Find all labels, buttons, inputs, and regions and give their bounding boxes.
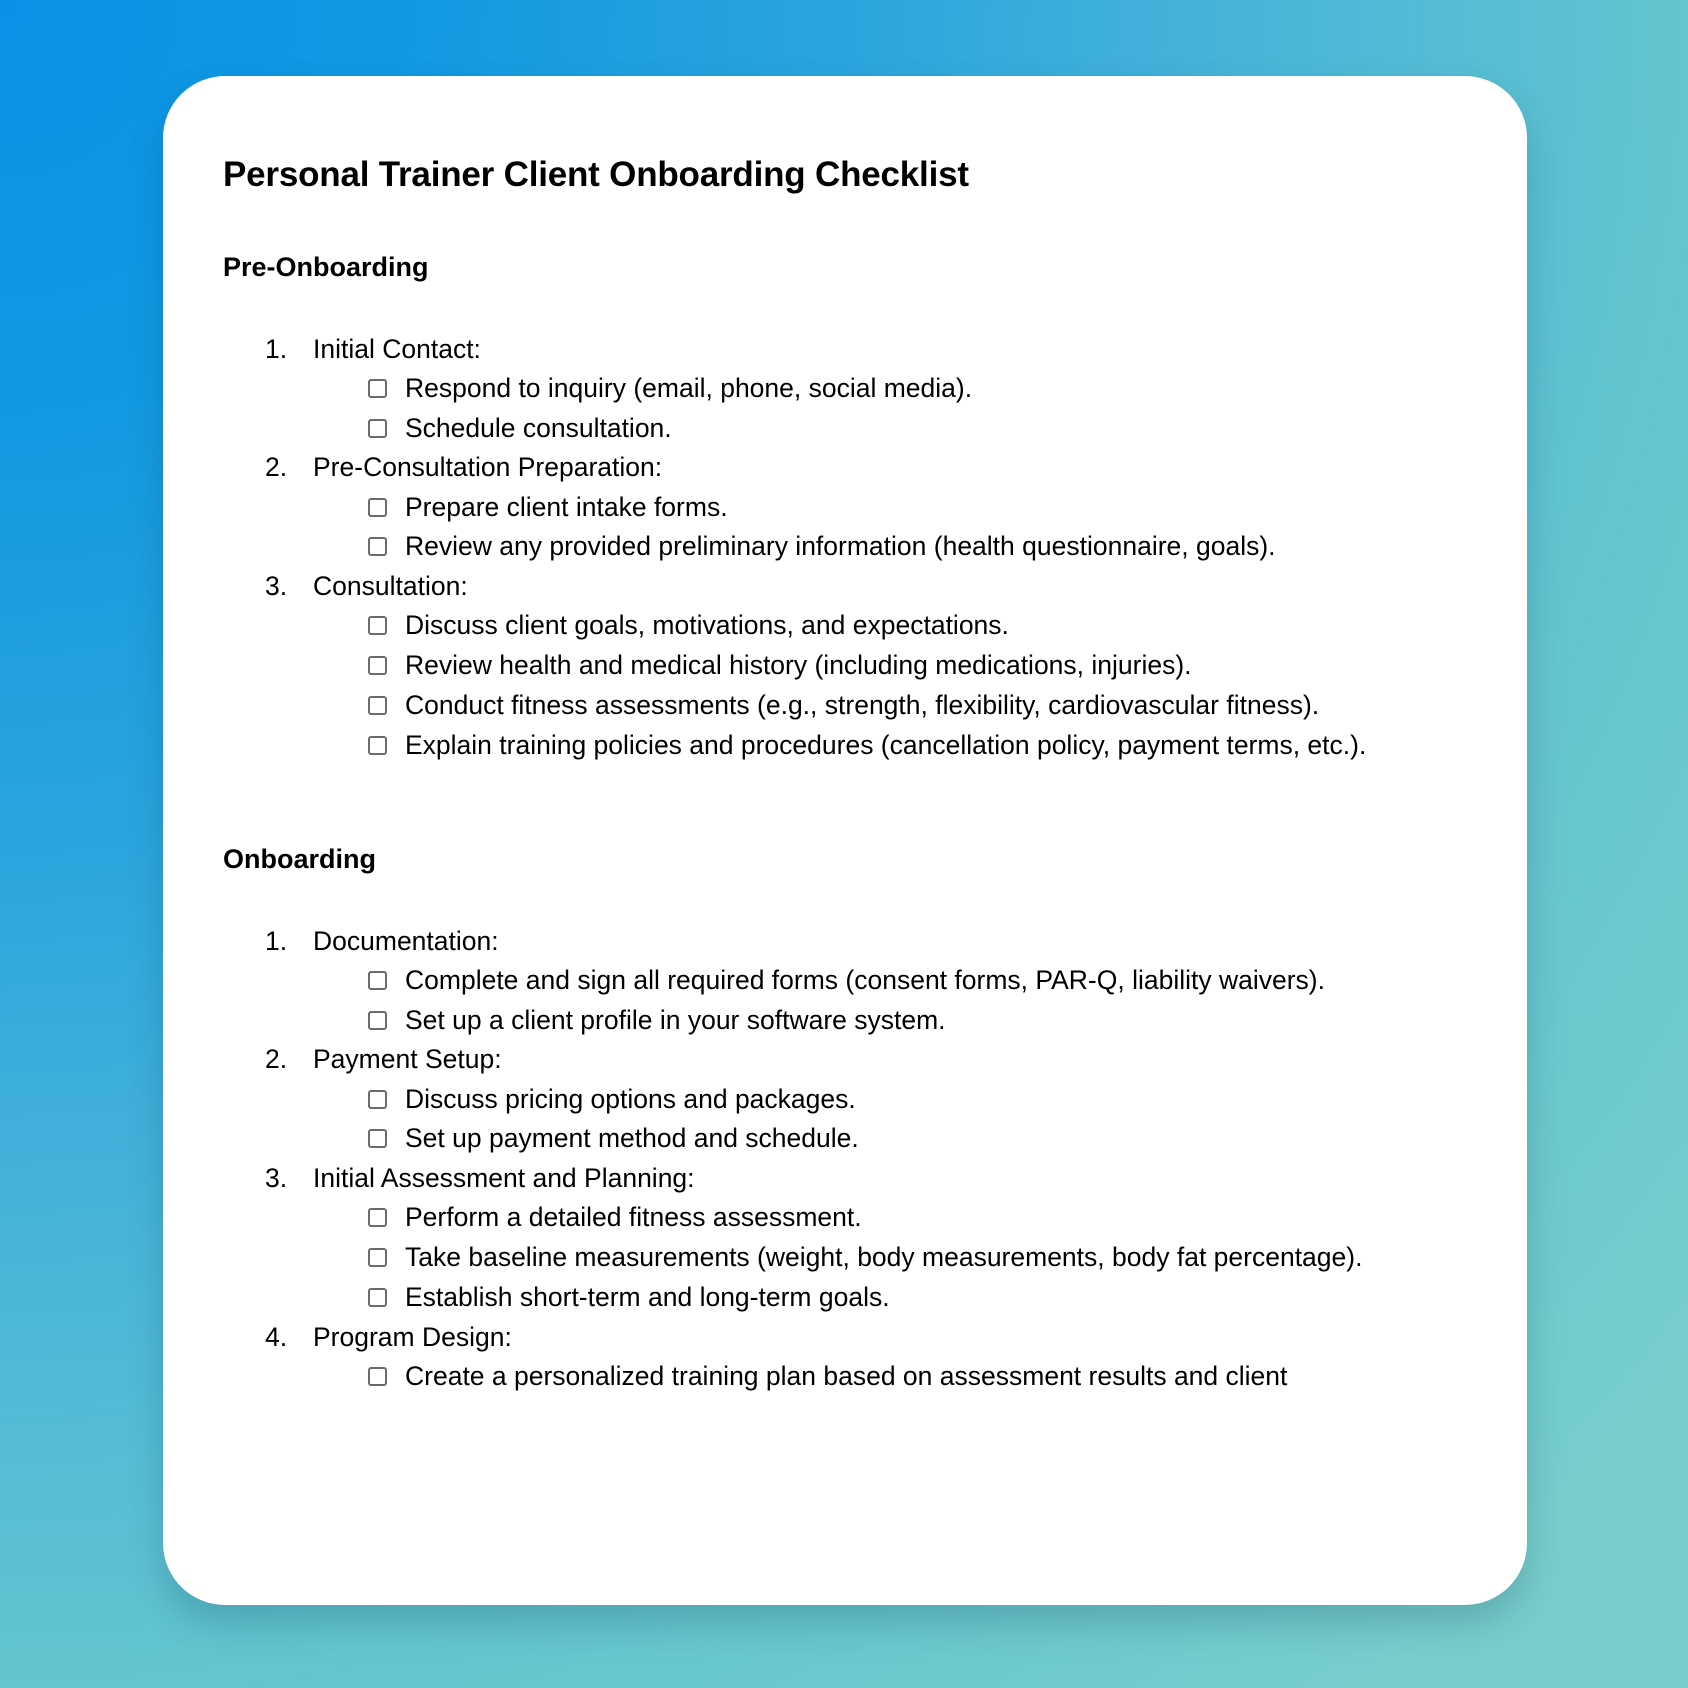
checkbox-group bbox=[313, 1357, 1473, 1397]
checkbox-row[interactable] bbox=[368, 961, 1473, 1001]
list-item-number: 1. bbox=[265, 925, 288, 956]
list-item bbox=[223, 330, 1473, 449]
checkbox-row[interactable] bbox=[368, 527, 1473, 567]
document-body bbox=[223, 142, 1473, 1397]
list-item-number: 2. bbox=[265, 452, 288, 483]
document-card bbox=[163, 76, 1527, 1605]
checkbox-label: Set up payment method and schedule. bbox=[405, 1123, 859, 1154]
checkbox-row[interactable] bbox=[368, 646, 1473, 686]
checkbox-row[interactable] bbox=[368, 488, 1473, 528]
checkbox-icon[interactable] bbox=[368, 1090, 387, 1109]
page-title: Personal Trainer Client Onboarding Checklist bbox=[223, 155, 969, 194]
checkbox-group bbox=[313, 1080, 1473, 1160]
checkbox-icon[interactable] bbox=[368, 1129, 387, 1148]
checkbox-row[interactable] bbox=[368, 606, 1473, 646]
checkbox-icon[interactable] bbox=[368, 656, 387, 675]
section-onboarding bbox=[223, 843, 1473, 1396]
checkbox-label: Review health and medical history (including medications, injuries). bbox=[405, 650, 1192, 681]
list-item-label: Program Design: bbox=[313, 1321, 512, 1352]
checkbox-group bbox=[313, 488, 1473, 568]
checkbox-group bbox=[313, 606, 1473, 765]
checkbox-label: Complete and sign all required forms (consent forms, PAR-Q, liability waivers). bbox=[405, 964, 1325, 995]
checkbox-row[interactable] bbox=[368, 409, 1473, 449]
checkbox-row[interactable] bbox=[368, 1080, 1473, 1120]
checkbox-label: Set up a client profile in your software system. bbox=[405, 1004, 946, 1035]
checkbox-icon[interactable] bbox=[368, 1248, 387, 1267]
list-item-label: Documentation: bbox=[313, 925, 499, 956]
section-heading: Onboarding bbox=[223, 844, 376, 875]
checkbox-row[interactable] bbox=[368, 1357, 1473, 1397]
checkbox-icon[interactable] bbox=[368, 419, 387, 438]
list-item-number: 3. bbox=[265, 1163, 288, 1194]
checkbox-group bbox=[313, 369, 1473, 449]
list-item-label: Consultation: bbox=[313, 571, 468, 602]
checkbox-group bbox=[313, 961, 1473, 1041]
checkbox-icon[interactable] bbox=[368, 696, 387, 715]
checkbox-row[interactable] bbox=[368, 1119, 1473, 1159]
list-item-number: 4. bbox=[265, 1321, 288, 1352]
checkbox-icon[interactable] bbox=[368, 1288, 387, 1307]
checkbox-label: Create a personalized training plan based on assessment results and client bbox=[405, 1360, 1288, 1391]
checkbox-label: Take baseline measurements (weight, body measurements, body fat percentage). bbox=[405, 1242, 1363, 1273]
checkbox-label: Conduct fitness assessments (e.g., strength, flexibility, cardiovascular fitness). bbox=[405, 689, 1320, 720]
list-item-number: 3. bbox=[265, 571, 288, 602]
checkbox-label: Respond to inquiry (email, phone, social media). bbox=[405, 372, 973, 403]
checkbox-icon[interactable] bbox=[368, 616, 387, 635]
checkbox-icon[interactable] bbox=[368, 1208, 387, 1227]
section-heading: Pre-Onboarding bbox=[223, 252, 429, 283]
checkbox-label: Establish short-term and long-term goals. bbox=[405, 1281, 890, 1312]
checkbox-icon[interactable] bbox=[368, 498, 387, 517]
checkbox-icon[interactable] bbox=[368, 1367, 387, 1386]
checkbox-row[interactable] bbox=[368, 1001, 1473, 1041]
list-item-label: Initial Contact: bbox=[313, 333, 481, 364]
checkbox-label: Discuss pricing options and packages. bbox=[405, 1083, 856, 1114]
checkbox-group bbox=[313, 1198, 1473, 1317]
checkbox-icon[interactable] bbox=[368, 379, 387, 398]
checkbox-row[interactable] bbox=[368, 369, 1473, 409]
checkbox-row[interactable] bbox=[368, 1198, 1473, 1238]
checkbox-row[interactable] bbox=[368, 726, 1473, 766]
list-item-number: 2. bbox=[265, 1044, 288, 1075]
checkbox-row[interactable] bbox=[368, 1278, 1473, 1318]
checkbox-label: Perform a detailed fitness assessment. bbox=[405, 1202, 862, 1233]
list-item bbox=[223, 1159, 1473, 1317]
list-item bbox=[223, 448, 1473, 567]
list-item-label: Pre-Consultation Preparation: bbox=[313, 452, 663, 483]
checkbox-icon[interactable] bbox=[368, 1011, 387, 1030]
list-item bbox=[223, 567, 1473, 765]
section-pre-onboarding bbox=[223, 251, 1473, 765]
list-item-number: 1. bbox=[265, 333, 288, 364]
checkbox-label: Schedule consultation. bbox=[405, 412, 672, 443]
checkbox-label: Review any provided preliminary information (health questionnaire, goals). bbox=[405, 531, 1276, 562]
checkbox-label: Explain training policies and procedures (cancellation policy, payment terms, etc.). bbox=[405, 729, 1367, 760]
list-item-label: Initial Assessment and Planning: bbox=[313, 1163, 695, 1194]
list-item bbox=[223, 922, 1473, 1041]
checklist-pre-onboarding bbox=[223, 284, 1473, 766]
checkbox-row[interactable] bbox=[368, 1238, 1473, 1278]
list-item bbox=[223, 1318, 1473, 1397]
checklist-onboarding bbox=[223, 876, 1473, 1397]
checkbox-icon[interactable] bbox=[368, 736, 387, 755]
list-item-label: Payment Setup: bbox=[313, 1044, 502, 1075]
checkbox-label: Prepare client intake forms. bbox=[405, 491, 728, 522]
checkbox-row[interactable] bbox=[368, 686, 1473, 726]
checkbox-icon[interactable] bbox=[368, 971, 387, 990]
checkbox-icon[interactable] bbox=[368, 537, 387, 556]
checkbox-label: Discuss client goals, motivations, and expectations. bbox=[405, 610, 1009, 641]
list-item bbox=[223, 1040, 1473, 1159]
